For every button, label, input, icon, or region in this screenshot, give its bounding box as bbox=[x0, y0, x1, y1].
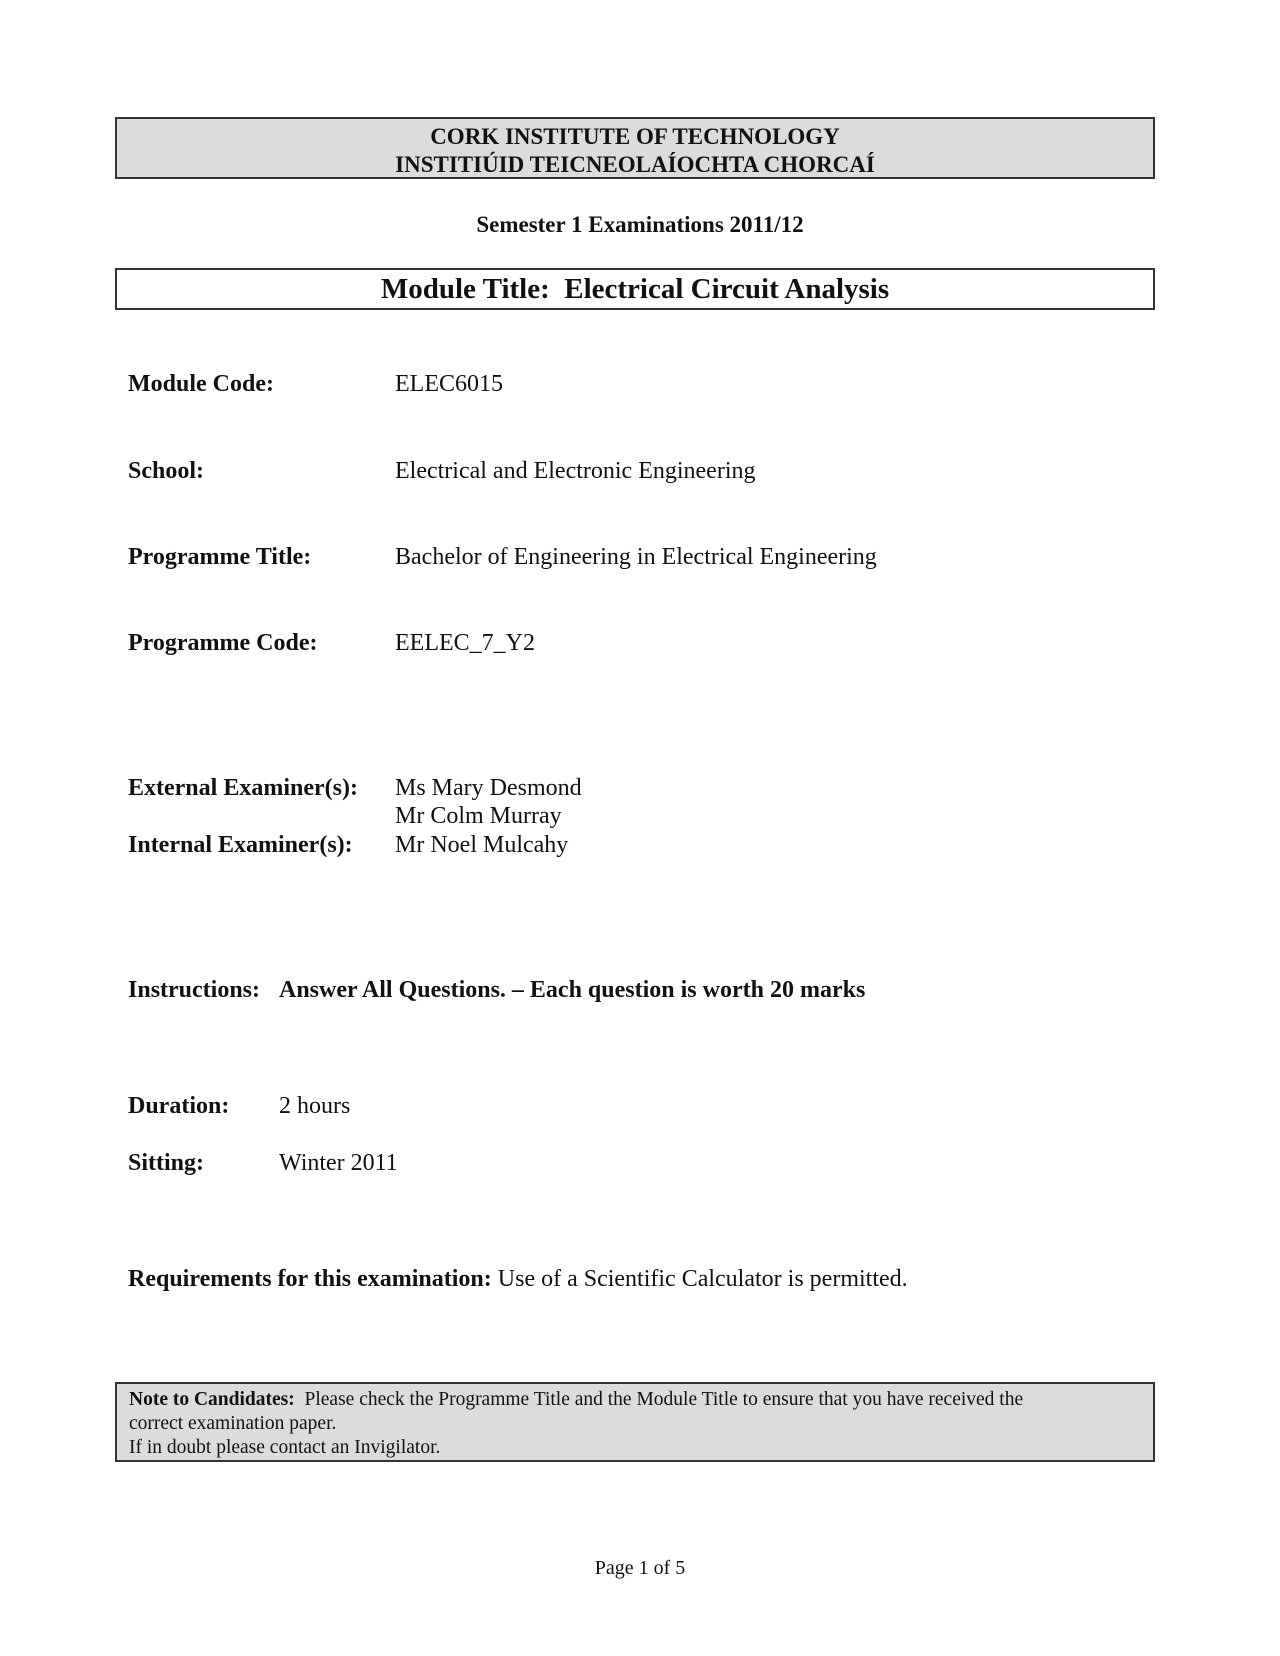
programme-code-label: Programme Code: bbox=[128, 630, 318, 656]
institute-name-english: CORK INSTITUTE OF TECHNOLOGY bbox=[430, 124, 840, 149]
sitting-value: Winter 2011 bbox=[279, 1150, 398, 1176]
programme-title-value: Bachelor of Engineering in Electrical Engineering bbox=[395, 544, 877, 570]
note-text-2: correct examination paper. bbox=[129, 1413, 337, 1434]
module-code-label: Module Code: bbox=[128, 371, 274, 397]
instructions-label: Instructions: bbox=[128, 977, 261, 1003]
requirements-line bbox=[128, 1266, 908, 1293]
semester-heading: Semester 1 Examinations 2011/12 bbox=[476, 212, 804, 237]
institute-header bbox=[115, 117, 1155, 179]
note-label: Note to Candidates: bbox=[129, 1389, 295, 1410]
programme-code-value: EELEC_7_Y2 bbox=[395, 630, 535, 656]
note-to-candidates-box bbox=[115, 1382, 1155, 1462]
module-title: Module Title: Electrical Circuit Analysis bbox=[380, 273, 890, 305]
duration-label: Duration: bbox=[128, 1093, 230, 1119]
module-title-box bbox=[115, 268, 1155, 310]
programme-title-label: Programme Title: bbox=[128, 544, 312, 570]
module-code-value: ELEC6015 bbox=[395, 371, 503, 397]
sitting-label: Sitting: bbox=[128, 1150, 205, 1176]
internal-examiner-label: Internal Examiner(s): bbox=[128, 832, 353, 858]
duration-value: 2 hours bbox=[279, 1093, 351, 1119]
internal-examiner-1: Mr Noel Mulcahy bbox=[395, 832, 569, 858]
external-examiner-label: External Examiner(s): bbox=[128, 775, 358, 801]
external-examiner-2: Mr Colm Murray bbox=[395, 803, 562, 829]
requirements-label: Requirements for this examination: bbox=[128, 1266, 492, 1292]
note-text-1: Please check the Programme Title and the Module Title to ensure that you have received the bbox=[304, 1389, 1024, 1410]
school-value: Electrical and Electronic Engineering bbox=[395, 458, 756, 484]
note-line-1 bbox=[129, 1388, 1153, 1412]
instructions-text: Answer All Questions. – Each question is worth 20 marks bbox=[279, 977, 866, 1003]
requirements-text: Use of a Scientific Calculator is permitted. bbox=[497, 1266, 908, 1292]
external-examiner-1: Ms Mary Desmond bbox=[395, 775, 582, 801]
institute-name-irish: INSTITIÚID TEICNEOLAÍOCHTA CHORCAÍ bbox=[395, 152, 875, 177]
note-text-3: If in doubt please contact an Invigilator. bbox=[129, 1437, 441, 1458]
page-number: Page 1 of 5 bbox=[594, 1557, 686, 1579]
school-label: School: bbox=[128, 458, 205, 484]
